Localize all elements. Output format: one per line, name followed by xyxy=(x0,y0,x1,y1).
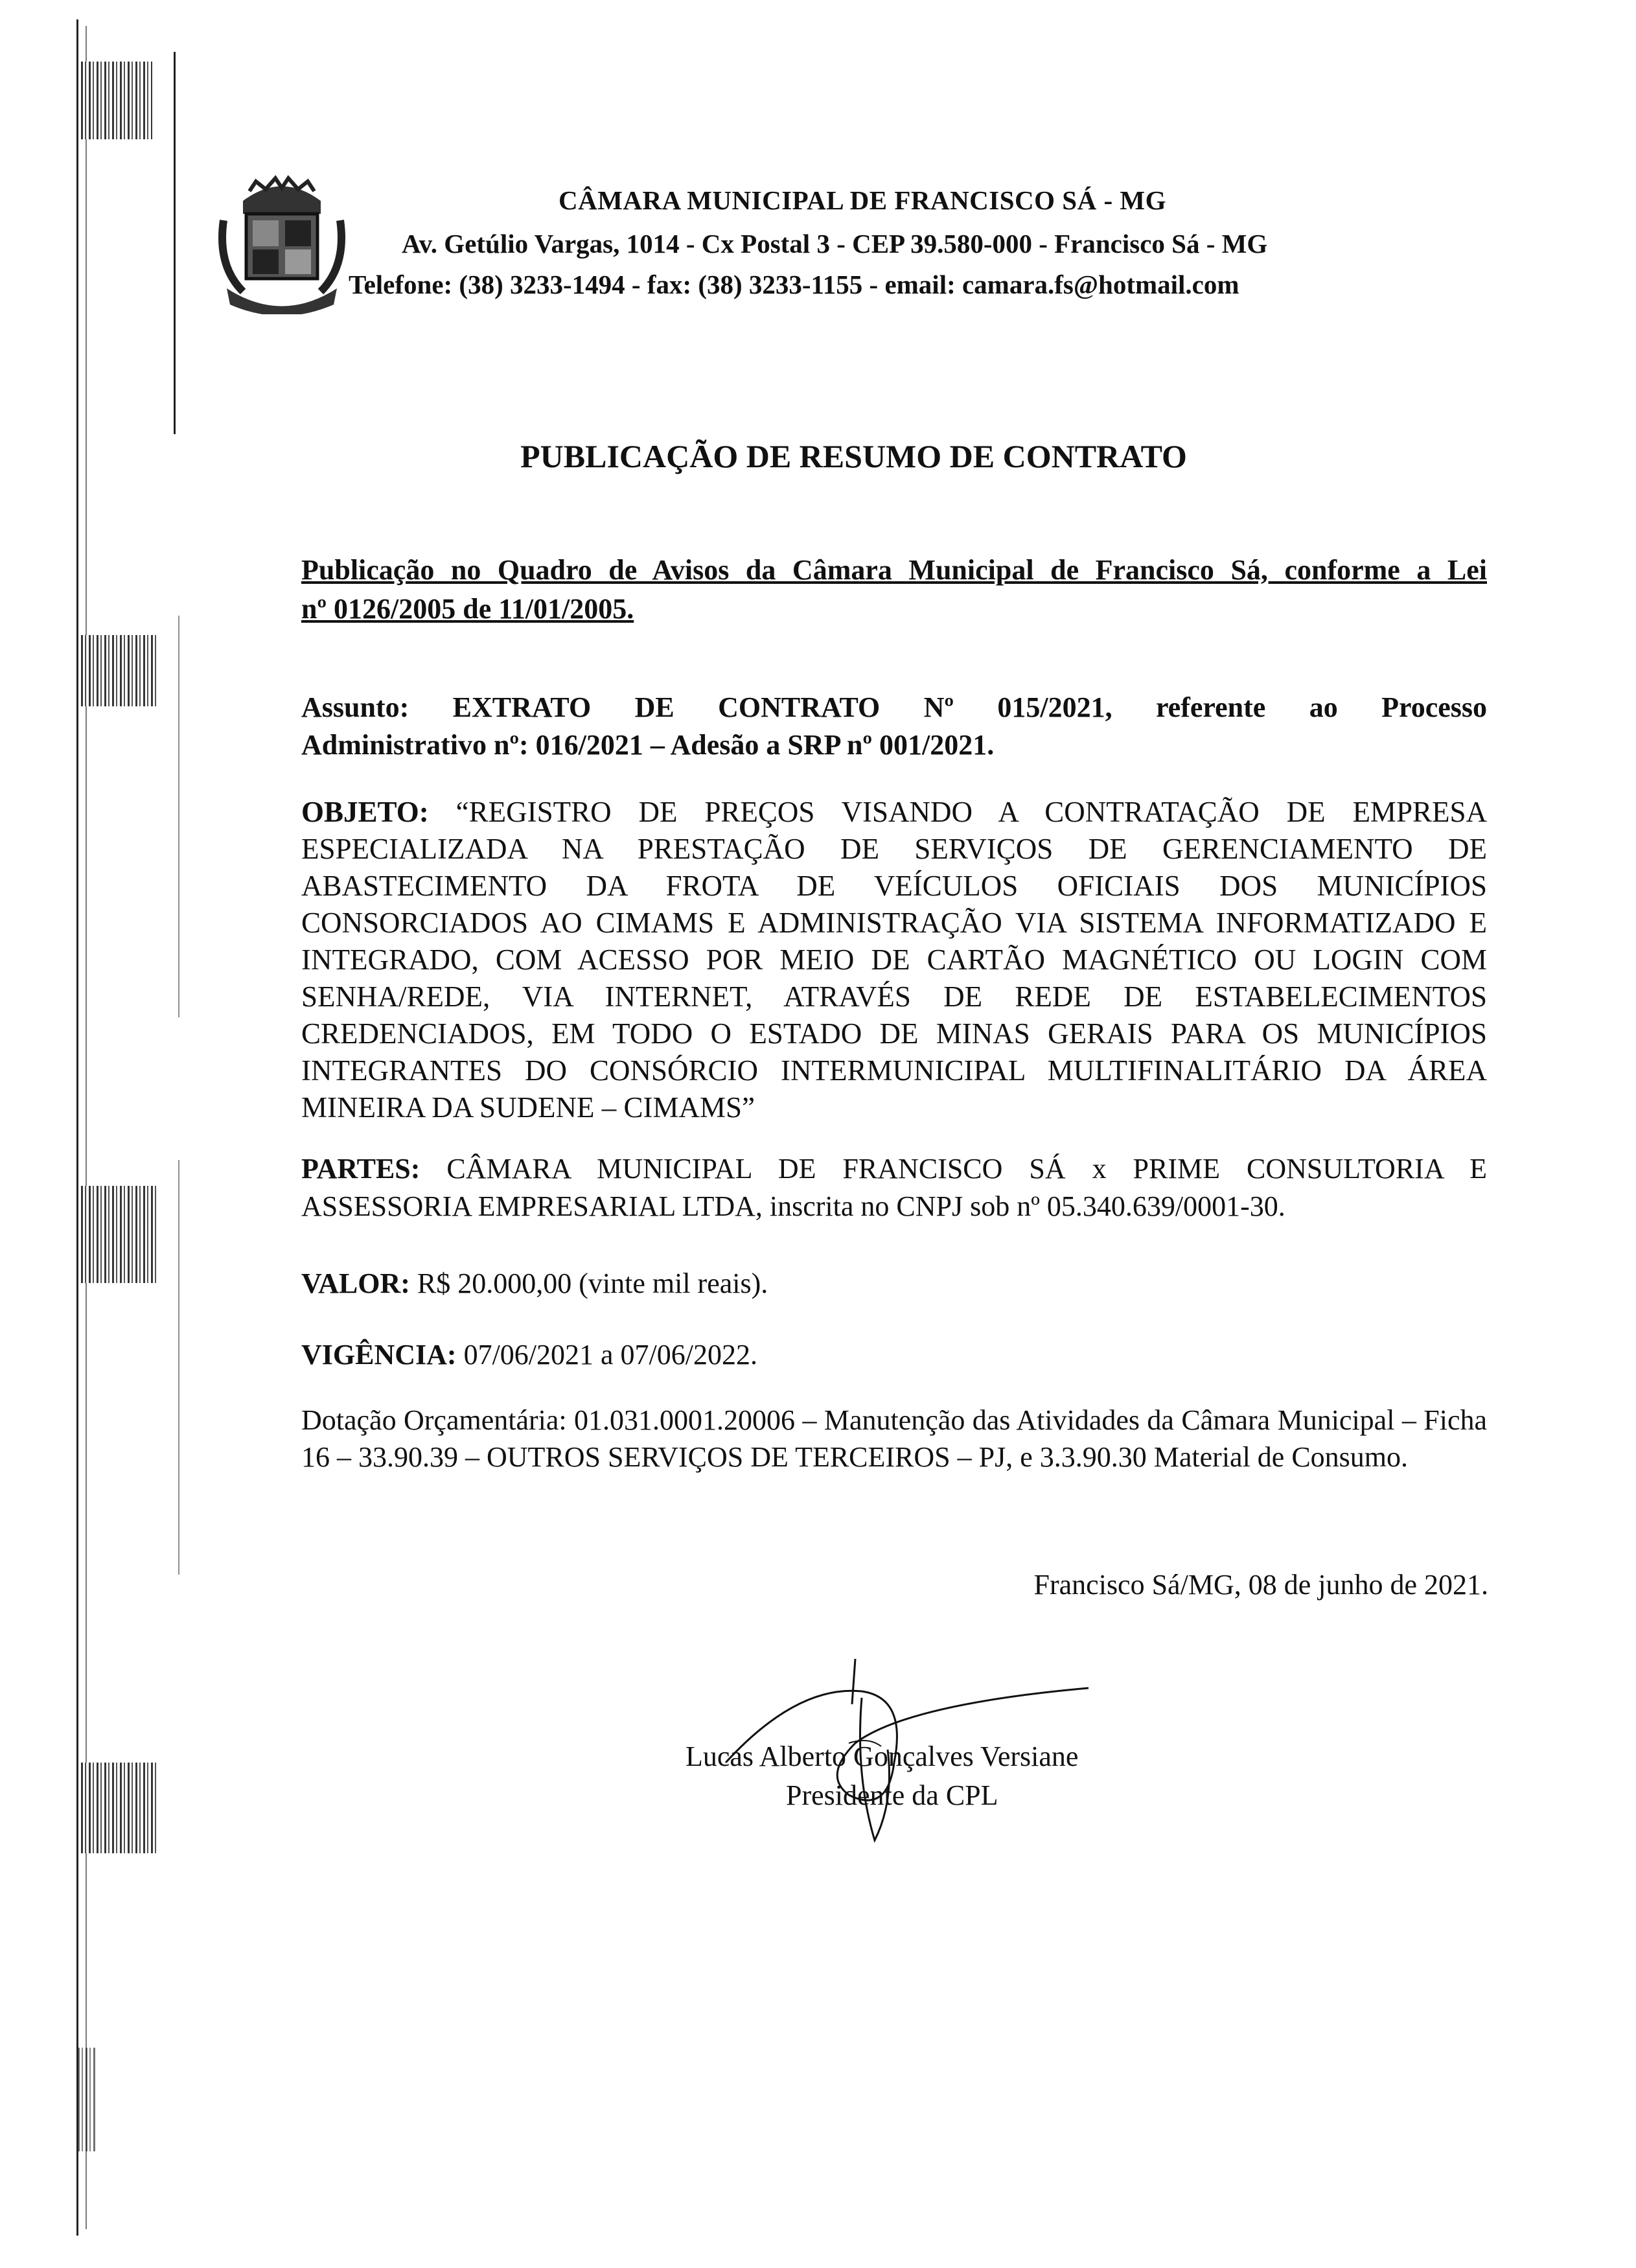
vigencia-text: 07/06/2021 a 07/06/2022. xyxy=(463,1339,758,1371)
document-title: PUBLICAÇÃO DE RESUMO DE CONTRATO xyxy=(520,438,1187,474)
institution-name: CÂMARA MUNICIPAL DE FRANCISCO SÁ - MG xyxy=(559,185,1166,215)
vigencia-label: VIGÊNCIA: xyxy=(301,1339,457,1371)
scan-artifact xyxy=(81,1763,159,1853)
scan-edge-line xyxy=(86,26,87,2229)
scan-artifact xyxy=(81,1186,159,1283)
publication-notice xyxy=(301,551,1487,629)
scan-artifact xyxy=(81,62,152,139)
partes-text: CÂMARA MUNICIPAL DE FRANCISCO SÁ x PRIME CONSULTORIA E ASSESSORIA EMPRESARIAL LTDA, inscrita no CNPJ sob nº 05.340.639/0001-30. xyxy=(301,1153,1488,1222)
assunto-line-1 xyxy=(301,689,1487,726)
vigencia-section xyxy=(301,1337,1487,1373)
objeto-text: “REGISTRO DE PREÇOS VISANDO A CONTRATAÇÃO DE EMPRESA ESPECIALIZADA NA PRESTAÇÃO DE SERVIÇOS DE GERENCIAMENTO DE ABASTECIMENTO DA FROTA DE VEÍCULOS OFICIAIS DOS MUNICÍPIOS CONSORCIADOS AO CIMAMS E ADMINISTRAÇÃO VIA SISTEMA INFORMATIZADO E INTEGRADO, COM ACESSO POR MEIO DE CARTÃO MAGNÉTICO OU LOGIN COM SENHA/REDE, VIA INTERNET, ATRAVÉS DE REDE DE ESTABELECIMENTOS CREDENCIADOS, EM TODO O ESTADO DE MINAS GERAIS PARA OS MUNICÍPIOS INTEGRANTES DO CONSÓRCIO INTERMUNICIPAL MULTIFINALITÁRIO DA ÁREA MINEIRA DA SUDENE – CIMAMS” xyxy=(301,796,1488,1124)
publication-line-1: Publicação no Quadro de Avisos da Câmara Municipal de Francisco Sá, conforme a Lei xyxy=(301,554,1487,586)
assunto-text: EXTRATO DE CONTRATO Nº 015/2021, referente ao Processo xyxy=(452,691,1487,723)
scan-edge-line xyxy=(76,19,78,2236)
scan-edge-line xyxy=(178,1160,179,1575)
signer-role: Presidente da CPL xyxy=(786,1779,998,1811)
municipal-crest-icon xyxy=(217,175,347,314)
scan-edge-line xyxy=(174,52,176,434)
objeto-label: OBJETO: xyxy=(301,796,429,828)
assunto-section xyxy=(301,689,1487,764)
dotacao-section: Dotação Orçamentária: 01.031.0001.20006 – Manutenção das Atividades da Câmara Municipal – Ficha 16 – 33.90.39 – OUTROS SERVIÇOS DE TERCEIROS – PJ, e 3.3.90.30 Material de Consumo. xyxy=(301,1404,1487,1473)
scan-edge-line xyxy=(178,616,179,1017)
partes-label: PARTES: xyxy=(301,1153,421,1185)
valor-label: VALOR: xyxy=(301,1267,410,1299)
institution-address: Av. Getúlio Vargas, 1014 - Cx Postal 3 - CEP 39.580-000 - Francisco Sá - MG xyxy=(402,229,1268,259)
publication-line-2: nº 0126/2005 de 11/01/2005. xyxy=(301,593,634,625)
scan-artifact xyxy=(78,2048,97,2151)
valor-section xyxy=(301,1266,1487,1302)
objeto-section xyxy=(301,794,1487,1126)
scan-artifact xyxy=(81,635,159,706)
signer-name: Lucas Alberto Gonçalves Versiane xyxy=(686,1741,1079,1772)
assunto-line-2: Administrativo nº: 016/2021 – Adesão a SRP nº 001/2021. xyxy=(301,729,995,761)
partes-section xyxy=(301,1150,1487,1225)
city-date: Francisco Sá/MG, 08 de junho de 2021. xyxy=(1033,1569,1488,1601)
valor-text: R$ 20.000,00 (vinte mil reais). xyxy=(417,1267,768,1299)
institution-contact: Telefone: (38) 3233-1494 - fax: (38) 3233-1155 - email: camara.fs@hotmail.com xyxy=(349,270,1239,299)
assunto-label: Assunto: xyxy=(301,691,409,723)
